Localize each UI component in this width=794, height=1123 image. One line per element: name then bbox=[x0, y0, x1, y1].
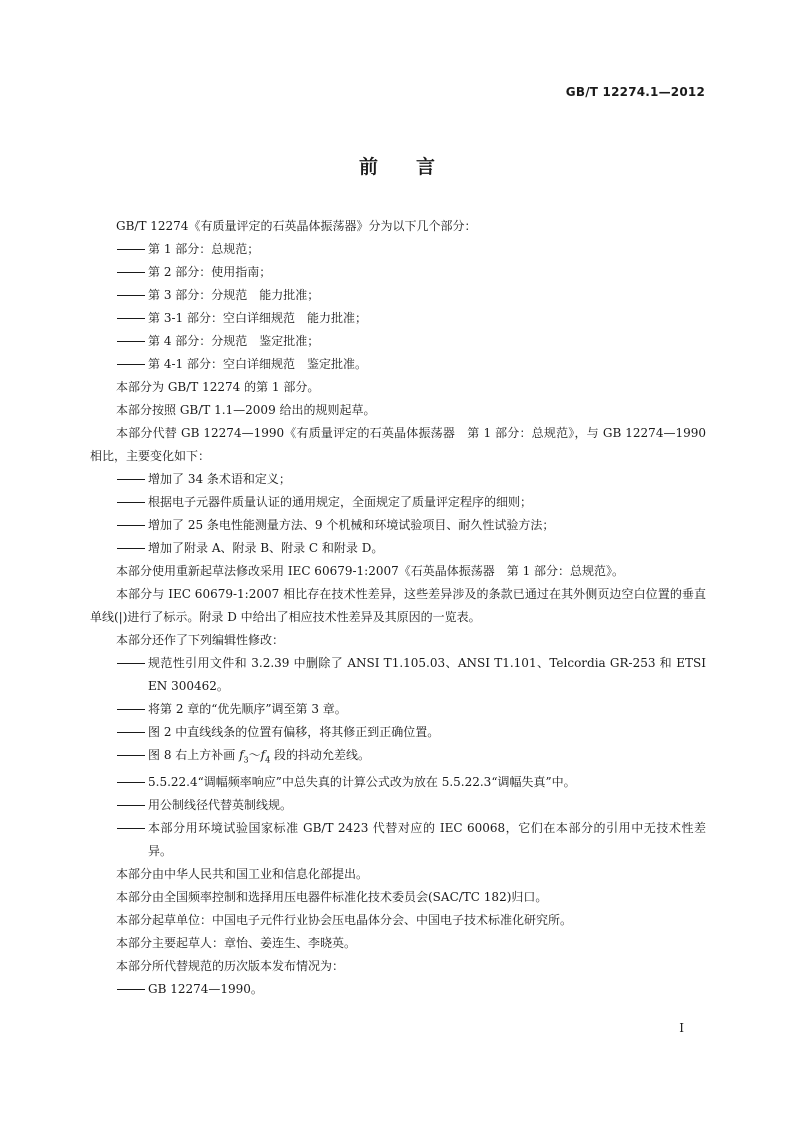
list-item-text: 规范性引用文件和 3.2.39 中删除了 ANSI T1.105.03、ANSI T1.101、Telcordia GR-253 和 ETSI EN 300462。 bbox=[148, 656, 706, 693]
em-dash-marker bbox=[117, 318, 145, 319]
list-item-text-mid: ～ bbox=[248, 748, 261, 762]
em-dash-marker bbox=[117, 732, 145, 733]
list-item bbox=[90, 261, 706, 284]
list-item-text: 第 3 部分：分规范 能力批准； bbox=[148, 288, 320, 302]
paragraph: 本部分按照 GB/T 1.1—2009 给出的规则起草。 bbox=[116, 403, 376, 417]
list-item-text-after: 段的抖动允差线。 bbox=[270, 748, 371, 762]
list-item-text: 第 4-1 部分：空白详细规范 鉴定批准。 bbox=[148, 357, 367, 371]
list-item-text: 用公制线径代替英制线规。 bbox=[148, 798, 293, 813]
paragraph: 本部分所代替规范的历次版本发布情况为： bbox=[116, 959, 345, 974]
em-dash-marker bbox=[117, 364, 145, 365]
list-item-text: 本部分用环境试验国家标准 GB/T 2423 代替对应的 IEC 60068，它们在本部分的引用中无技术性差异。 bbox=[148, 821, 706, 859]
list-item bbox=[90, 353, 706, 376]
list-item-text: GB 12274—1990。 bbox=[148, 982, 263, 997]
paragraph: 本部分与 IEC 60679-1:2007 相比存在技术性差异，这些差异涉及的条款已通过在其外侧页边空白位置的垂直单线(|)进行了标示。附录 D 中给出了相应技术性差异及其原因的一览表。 bbox=[90, 587, 706, 624]
em-dash-marker bbox=[117, 272, 145, 273]
list-item bbox=[90, 284, 706, 307]
list-item-text: 增加了附录 A、附录 B、附录 C 和附录 D。 bbox=[148, 541, 384, 555]
list-item bbox=[90, 468, 706, 491]
em-dash-marker bbox=[117, 502, 145, 503]
list-item-text-f2: f bbox=[260, 748, 266, 762]
list-item bbox=[90, 744, 706, 771]
paragraph: 本部分起草单位：中国电子元件行业协会压电晶体分会、中国电子技术标准化研究所。 bbox=[116, 913, 573, 928]
paragraph: GB/T 12274《有质量评定的石英晶体振荡器》分为以下几个部分： bbox=[116, 219, 477, 233]
paragraph: 本部分由全国频率控制和选择用压电器件标准化技术委员会(SAC/TC 182)归口。 bbox=[116, 890, 548, 905]
list-item bbox=[90, 817, 706, 863]
list-item-text: 增加了 34 条术语和定义； bbox=[148, 472, 291, 486]
em-dash-marker bbox=[117, 295, 145, 296]
list-item bbox=[90, 514, 706, 537]
em-dash-marker bbox=[117, 249, 145, 250]
list-item bbox=[90, 721, 706, 744]
paragraph: 本部分为 GB/T 12274 的第 1 部分。 bbox=[116, 380, 320, 394]
em-dash-marker bbox=[117, 755, 145, 756]
foreword-body bbox=[90, 215, 706, 1001]
em-dash-marker bbox=[117, 709, 145, 710]
page-title: 前言 bbox=[358, 156, 473, 178]
list-item bbox=[90, 238, 706, 261]
em-dash-marker bbox=[117, 548, 145, 549]
paragraph: 本部分使用重新起草法修改采用 IEC 60679-1:2007《石英晶体振荡器 第 1 部分：总规范》。 bbox=[116, 564, 625, 578]
list-item-text-s1: 3 bbox=[243, 755, 249, 765]
list-item bbox=[90, 307, 706, 330]
list-item-text: 第 4 部分：分规范 鉴定批准； bbox=[148, 334, 320, 348]
em-dash-marker bbox=[117, 989, 145, 990]
list-item bbox=[90, 794, 706, 817]
em-dash-marker bbox=[117, 782, 145, 783]
list-item bbox=[90, 537, 706, 560]
list-item-text: 将第 2 章的“优先顺序”调至第 3 章。 bbox=[148, 702, 347, 716]
page-number: I bbox=[679, 1021, 684, 1035]
list-item bbox=[90, 771, 706, 794]
list-item-text: 第 3-1 部分：空白详细规范 能力批准； bbox=[148, 311, 367, 325]
list-item-text: 第 2 部分：使用指南； bbox=[148, 265, 272, 279]
list-item-text: 图 2 中直线线条的位置有偏移，将其修正到正确位置。 bbox=[148, 725, 440, 739]
list-item bbox=[90, 698, 706, 721]
list-item-text: 第 1 部分：总规范； bbox=[148, 242, 260, 256]
paragraph: 本部分主要起草人：章怡、姜连生、李晓英。 bbox=[116, 936, 357, 951]
list-item bbox=[90, 330, 706, 353]
list-item bbox=[90, 652, 706, 698]
paragraph: 本部分代替 GB 12274—1990《有质量评定的石英晶体振荡器 第 1 部分：总规范》，与 GB 12274—1990 相比，主要变化如下： bbox=[90, 426, 706, 463]
list-item-text-s2: 4 bbox=[265, 755, 271, 765]
list-item-text: 根据电子元器件质量认证的通用规定，全面规定了质量评定程序的细则； bbox=[148, 495, 533, 509]
list-item-text: 5.5.22.4“调幅频率响应”中总失真的计算公式改为放在 5.5.22.3“调幅失真”中。 bbox=[148, 775, 576, 790]
list-item-text-before: 图 8 右上方补画 bbox=[148, 748, 240, 762]
paragraph: 本部分由中华人民共和国工业和信息化部提出。 bbox=[116, 867, 369, 882]
list-item-text-f1: f bbox=[239, 748, 244, 762]
em-dash-marker bbox=[117, 805, 145, 806]
em-dash-marker bbox=[117, 525, 145, 526]
em-dash-marker bbox=[117, 479, 145, 480]
standard-number: GB/T 12274.1—2012 bbox=[565, 85, 705, 99]
list-item-text: 增加了 25 条电性能测量方法、9 个机械和环境试验项目、耐久性试验方法； bbox=[148, 518, 555, 532]
paragraph: 本部分还作了下列编辑性修改： bbox=[116, 633, 285, 647]
em-dash-marker bbox=[117, 663, 145, 664]
em-dash-marker bbox=[117, 828, 145, 829]
em-dash-marker bbox=[117, 341, 145, 342]
list-item bbox=[90, 491, 706, 514]
list-item bbox=[90, 978, 706, 1001]
